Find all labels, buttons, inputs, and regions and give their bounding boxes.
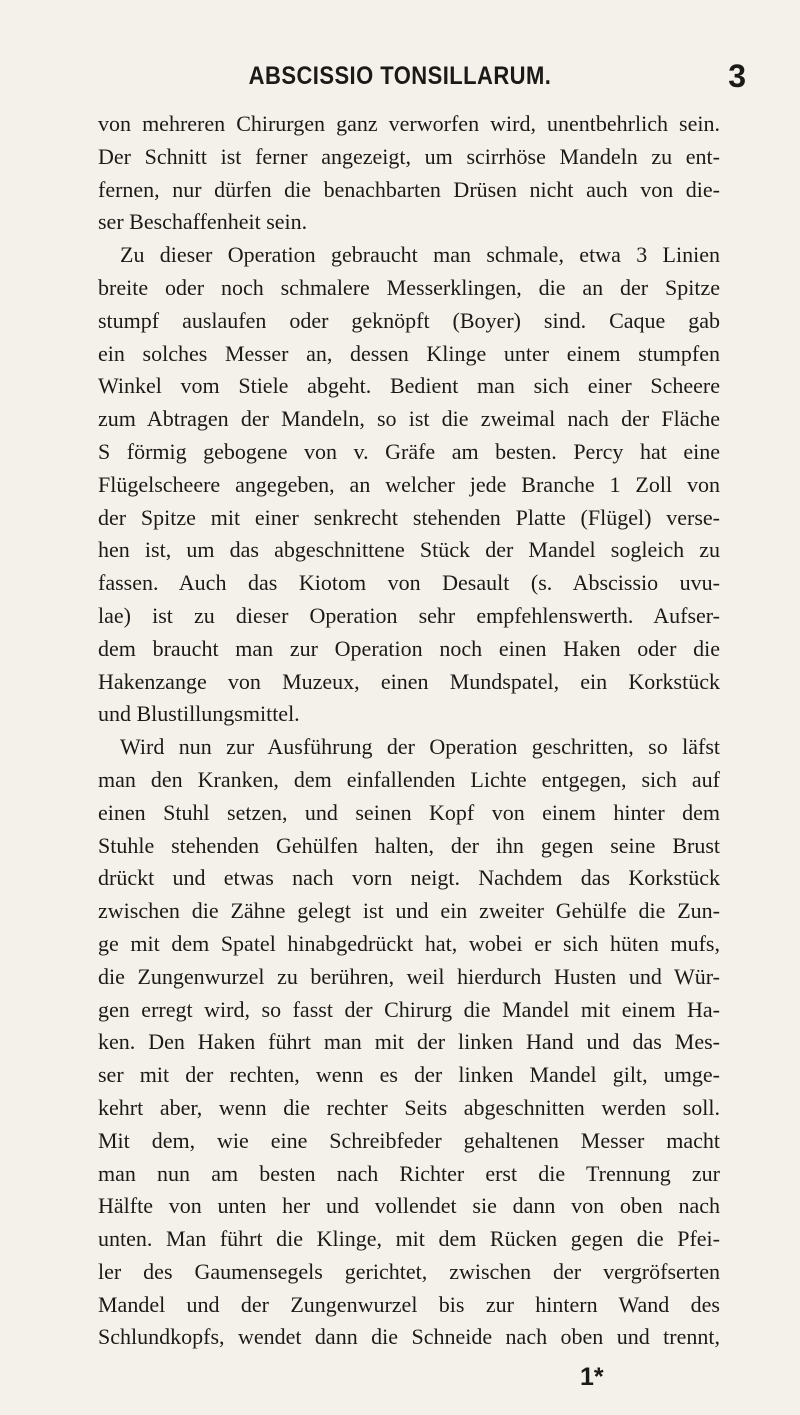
page-number: 3	[728, 58, 746, 94]
text-line: breite oder noch schmalere Messerklingen, die an der Spitze	[98, 274, 720, 300]
text-line: unten. Man führt die Klinge, mit dem Rücken gegen die Pfei-	[98, 1226, 720, 1252]
text-line: der Spitze mit einer senkrecht stehenden Platte (Flügel) verse-	[98, 504, 720, 530]
text-line: man den Kranken, dem einfallenden Lichte entgegen, sich auf	[98, 766, 720, 792]
text-line: fassen. Auch das Kiotom von Desault (s. Abscissio uvu-	[98, 570, 720, 596]
text-line: ler des Gaumensegels gerichtet, zwischen der vergröfserten	[98, 1258, 720, 1284]
text-line: ser Beschaffenheit sein.	[98, 209, 308, 235]
text-line: Winkel vom Stiele abgeht. Bedient man sich einer Scheere	[98, 373, 720, 399]
text-line: lae) ist zu dieser Operation sehr empfehlenswerth. Aufser-	[98, 602, 720, 628]
page-header	[0, 58, 800, 98]
text-line: hen ist, um das abgeschnittene Stück der Mandel sogleich zu	[98, 537, 720, 563]
running-title: ABSCISSIO TONSILLARUM.	[248, 62, 552, 90]
text-line: Wird nun zur Ausführung der Operation geschritten, so läfst	[120, 734, 720, 760]
text-line: von mehreren Chirurgen ganz verworfen wird, unentbehrlich sein.	[98, 111, 720, 136]
text-line: ein solches Messer an, dessen Klinge unter einem stumpfen	[98, 340, 720, 366]
text-line: zwischen die Zähne gelegt ist und ein zweiter Gehülfe die Zun-	[98, 898, 720, 924]
text-line: und Blustillungsmittel.	[98, 701, 300, 727]
text-line: S förmig gebogene von v. Gräfe am besten. Percy hat eine	[98, 438, 720, 464]
text-line: Flügelscheere angegeben, an welcher jede Branche 1 Zoll von	[98, 471, 720, 497]
text-line: Zu dieser Operation gebraucht man schmale, etwa 3 Linien	[120, 242, 720, 268]
text-line: die Zungenwurzel zu berühren, weil hierdurch Husten und Wür-	[98, 963, 720, 989]
text-line: Mandel und der Zungenwurzel bis zur hintern Wand des	[98, 1291, 720, 1317]
signature-mark: 1*	[580, 1363, 604, 1391]
text-line: ser mit der rechten, wenn es der linken Mandel gilt, umge-	[98, 1062, 720, 1088]
text-line: einen Stuhl setzen, und seinen Kopf von einem hinter dem	[98, 799, 720, 825]
text-line: ken. Den Haken führt man mit der linken Hand und das Mes-	[98, 1029, 720, 1055]
text-line: Hakenzange von Muzeux, einen Mundspatel, ein Korkstück	[98, 668, 720, 694]
text-line: drückt und etwas nach vorn neigt. Nachdem das Korkstück	[98, 865, 720, 891]
text-line: Hälfte von unten her und vollendet sie dann von oben nach	[98, 1193, 720, 1219]
text-line: fernen, nur dürfen die benachbarten Drüsen nicht auch von die-	[98, 176, 720, 202]
text-line: stumpf auslaufen oder geknöpft (Boyer) sind. Caque gab	[98, 307, 720, 333]
text-line: ge mit dem Spatel hinabgedrückt hat, wobei er sich hüten mufs,	[98, 930, 720, 956]
text-line: zum Abtragen der Mandeln, so ist die zweimal nach der Fläche	[98, 406, 720, 432]
text-line: kehrt aber, wenn die rechter Seits abgeschnitten werden soll.	[98, 1094, 720, 1120]
body-text	[98, 108, 720, 1354]
text-line: Stuhle stehenden Gehülfen halten, der ihn gegen seine Brust	[98, 832, 720, 858]
text-line: gen erregt wird, so fasst der Chirurg die Mandel mit einem Ha-	[98, 996, 720, 1022]
text-line: dem braucht man zur Operation noch einen Haken oder die	[98, 635, 720, 661]
text-line: Schlundkopfs, wendet dann die Schneide nach oben und trennt,	[98, 1324, 720, 1350]
text-line: man nun am besten nach Richter erst die Trennung zur	[98, 1160, 720, 1186]
text-line: Der Schnitt ist ferner angezeigt, um scirrhöse Mandeln zu ent-	[98, 143, 720, 169]
text-line: Mit dem, wie eine Schreibfeder gehaltenen Messer macht	[98, 1127, 720, 1153]
